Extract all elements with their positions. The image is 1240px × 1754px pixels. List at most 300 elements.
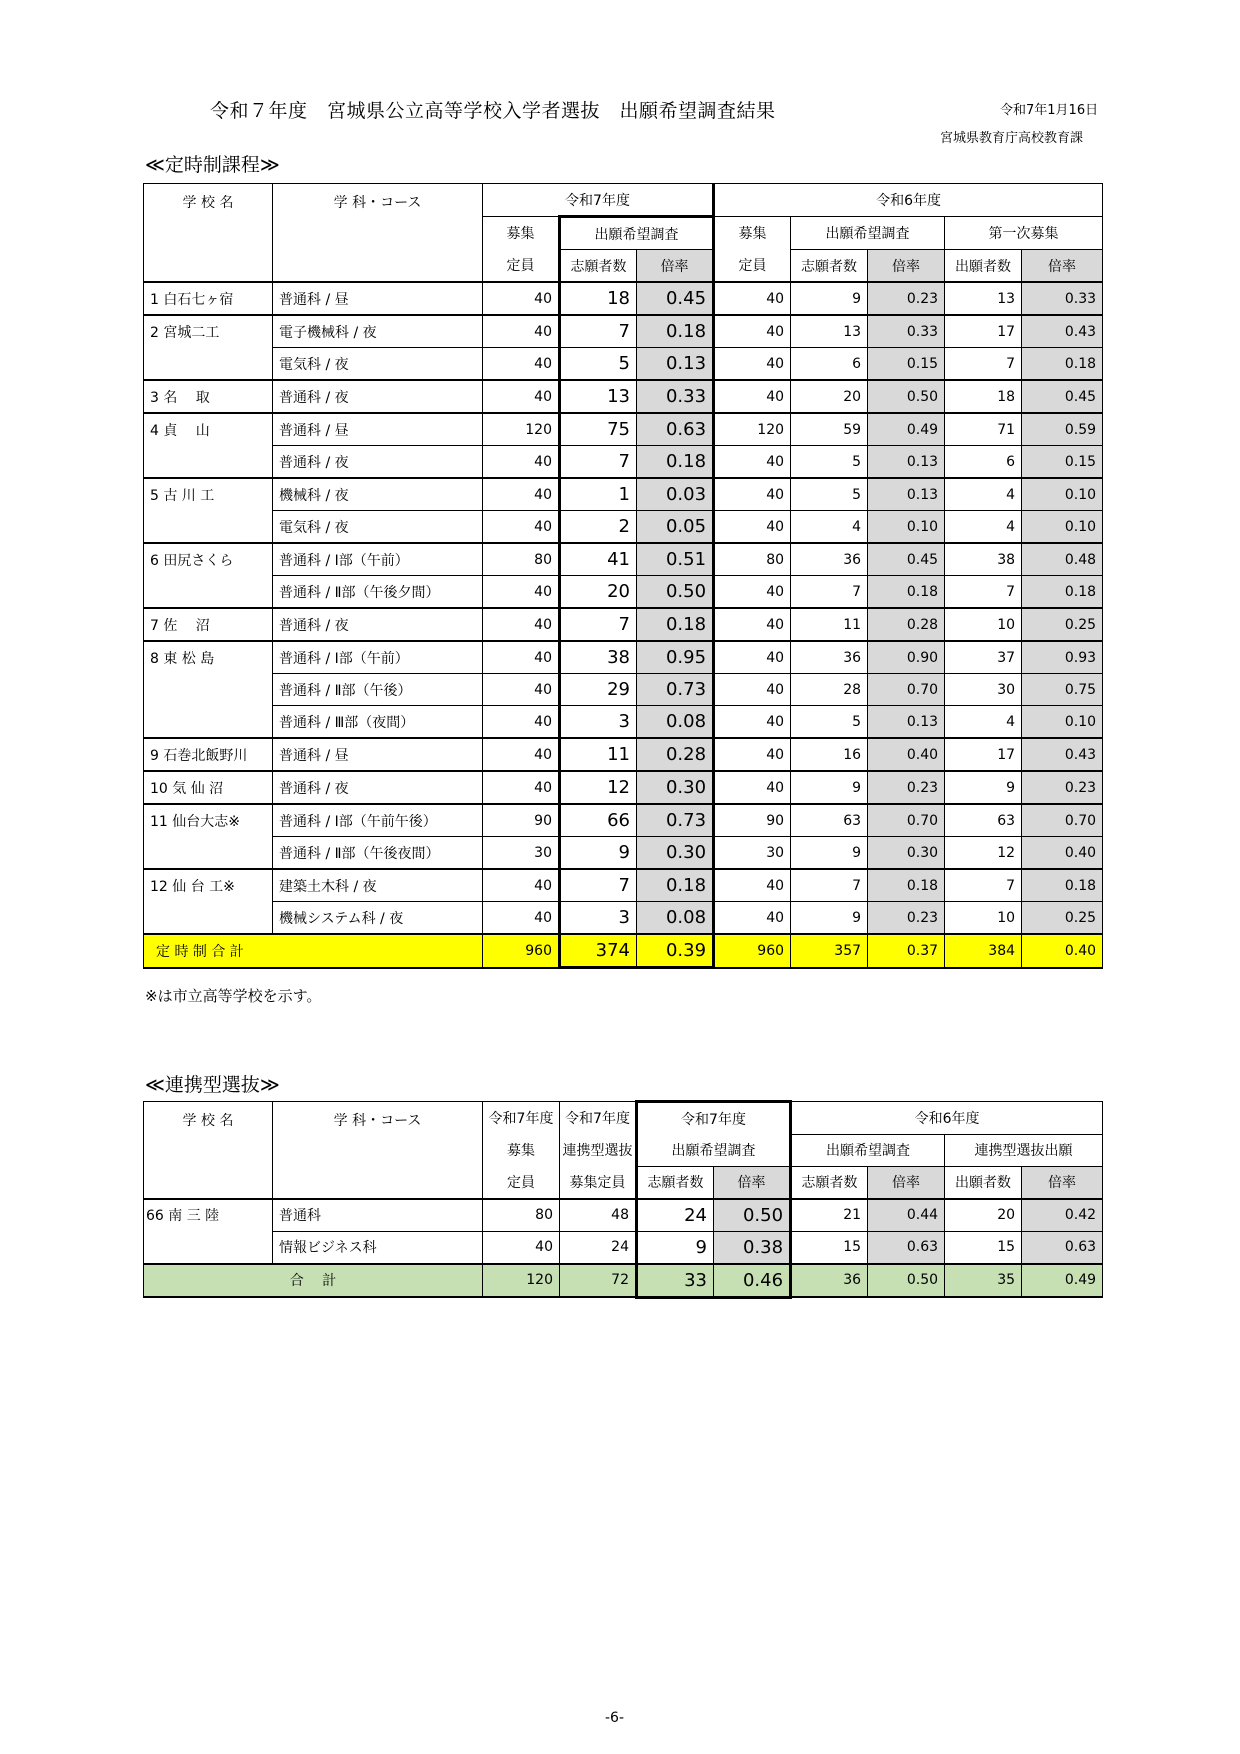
first-applicants: 9 bbox=[945, 771, 1022, 804]
applicants-r6: 6 bbox=[791, 348, 868, 381]
first-ratio: 0.40 bbox=[1022, 837, 1103, 870]
first-ratio: 0.25 bbox=[1022, 902, 1103, 935]
capacity-r6: 120 bbox=[714, 413, 791, 446]
first-ratio-header: 倍率 bbox=[1022, 250, 1103, 283]
capacity-r7: 40 bbox=[483, 315, 560, 348]
capacity-r7: 40 bbox=[483, 1231, 560, 1264]
applicants-r7: 11 bbox=[560, 738, 637, 771]
ratio-r6: 0.10 bbox=[868, 511, 945, 544]
ratio-r7: 0.30 bbox=[637, 771, 714, 804]
first-applicants: 18 bbox=[945, 380, 1022, 413]
r7-header: 令和7年度 bbox=[560, 1102, 637, 1135]
first-applicants-header: 出願者数 bbox=[945, 250, 1022, 283]
school-name: 2 宮城二工 bbox=[144, 315, 273, 348]
capacity-r6: 80 bbox=[714, 543, 791, 576]
first-applicants: 6 bbox=[945, 446, 1022, 479]
applicants-r7: 7 bbox=[560, 315, 637, 348]
renkei-applicants-r6: 15 bbox=[945, 1231, 1022, 1264]
course-name: 普通科 / 夜 bbox=[273, 608, 483, 641]
school-name: 4 貞 山 bbox=[144, 413, 273, 446]
ratio-r6: 0.63 bbox=[868, 1231, 945, 1264]
table-row bbox=[144, 837, 1103, 870]
first-applicants: 71 bbox=[945, 413, 1022, 446]
capacity-r6: 40 bbox=[714, 641, 791, 674]
capacity-r6: 40 bbox=[714, 576, 791, 609]
course-name: 普通科 / Ⅰ部（午前） bbox=[273, 641, 483, 674]
capacity-r7: 80 bbox=[483, 543, 560, 576]
first-ratio: 0.43 bbox=[1022, 738, 1103, 771]
school-name bbox=[144, 511, 273, 544]
table-row bbox=[144, 282, 1103, 315]
first-ratio: 0.10 bbox=[1022, 511, 1103, 544]
first-ratio: 0.10 bbox=[1022, 478, 1103, 511]
renkei-ratio-r6: 0.63 bbox=[1022, 1231, 1103, 1264]
course-name: 普通科 / Ⅲ部（夜間） bbox=[273, 706, 483, 739]
ratio-r6: 0.23 bbox=[868, 902, 945, 935]
renkei-apply-header: 連携型選抜出願 bbox=[945, 1134, 1103, 1166]
ratio-r6: 0.13 bbox=[868, 706, 945, 739]
first-header: 第一次募集 bbox=[945, 217, 1103, 250]
capacity-r7: 120 bbox=[483, 413, 560, 446]
first-ratio: 0.18 bbox=[1022, 348, 1103, 381]
ratio-r7: 0.63 bbox=[637, 413, 714, 446]
ratio-header-r6: 倍率 bbox=[868, 250, 945, 283]
first-ratio: 0.15 bbox=[1022, 446, 1103, 479]
total-row bbox=[144, 1264, 1103, 1298]
first-applicants: 63 bbox=[945, 804, 1022, 837]
table-row bbox=[144, 315, 1103, 348]
table-row bbox=[144, 804, 1103, 837]
first-applicants: 12 bbox=[945, 837, 1022, 870]
ratio-r7: 0.30 bbox=[637, 837, 714, 870]
ratio-r7: 0.08 bbox=[637, 706, 714, 739]
school-name: 9 石巻北飯野川 bbox=[144, 738, 273, 771]
course-name: 普通科 / 夜 bbox=[273, 446, 483, 479]
total-label: 定 時 制 合 計 bbox=[144, 934, 483, 968]
teiin-header: 定員 bbox=[483, 1166, 560, 1199]
course-name: 普通科 / Ⅰ部（午前午後） bbox=[273, 804, 483, 837]
first-ratio: 0.93 bbox=[1022, 641, 1103, 674]
renkei-applicants-header: 出願者数 bbox=[945, 1166, 1022, 1199]
total-applicants-r6: 357 bbox=[791, 934, 868, 968]
course-name: 普通科 / 昼 bbox=[273, 282, 483, 315]
course-header: 学 科・コース bbox=[273, 1102, 483, 1199]
total-applicants-r6: 36 bbox=[791, 1264, 868, 1298]
ratio-r6: 0.44 bbox=[868, 1199, 945, 1232]
capacity-r6: 40 bbox=[714, 282, 791, 315]
ratio-r7: 0.18 bbox=[637, 869, 714, 902]
table-row bbox=[144, 348, 1103, 381]
capacity-r7: 90 bbox=[483, 804, 560, 837]
table-row bbox=[144, 869, 1103, 902]
table-row bbox=[144, 641, 1103, 674]
capacity-r7: 40 bbox=[483, 641, 560, 674]
applicants-r6: 5 bbox=[791, 478, 868, 511]
school-name: 10 気 仙 沼 bbox=[144, 771, 273, 804]
applicants-r6: 9 bbox=[791, 282, 868, 315]
capacity-r7: 40 bbox=[483, 446, 560, 479]
ratio-r7: 0.03 bbox=[637, 478, 714, 511]
school-name bbox=[144, 348, 273, 381]
capacity-r7: 30 bbox=[483, 837, 560, 870]
survey-header: 出願希望調査 bbox=[560, 217, 714, 250]
applicants-header-r6: 志願者数 bbox=[791, 1166, 868, 1199]
ratio-r7: 0.73 bbox=[637, 674, 714, 706]
capacity-r7: 40 bbox=[483, 576, 560, 609]
total-capacity-r7: 120 bbox=[483, 1264, 560, 1298]
first-applicants: 7 bbox=[945, 348, 1022, 381]
r7-header: 令和7年度 bbox=[483, 1102, 560, 1135]
total-label: 合 計 bbox=[144, 1264, 483, 1298]
teiin-header: 定員 bbox=[483, 250, 560, 283]
applicants-r7: 7 bbox=[560, 869, 637, 902]
renkei-applicants-r6: 20 bbox=[945, 1199, 1022, 1232]
table-row bbox=[144, 902, 1103, 935]
boshu-header-r6: 募集 bbox=[714, 217, 791, 250]
applicants-r7: 66 bbox=[560, 804, 637, 837]
ratio-r7: 0.73 bbox=[637, 804, 714, 837]
total-ratio-r7: 0.46 bbox=[714, 1264, 791, 1298]
renkei-table bbox=[143, 1100, 1103, 1299]
total-first-applicants: 384 bbox=[945, 934, 1022, 968]
applicants-r6: 4 bbox=[791, 511, 868, 544]
first-ratio: 0.43 bbox=[1022, 315, 1103, 348]
total-ratio-r7: 0.39 bbox=[637, 934, 714, 968]
applicants-r7: 24 bbox=[637, 1199, 714, 1232]
capacity-r7: 40 bbox=[483, 380, 560, 413]
applicants-r7: 7 bbox=[560, 608, 637, 641]
ratio-r6: 0.50 bbox=[868, 380, 945, 413]
ratio-r6: 0.23 bbox=[868, 282, 945, 315]
total-first-ratio: 0.40 bbox=[1022, 934, 1103, 968]
capacity-r6: 30 bbox=[714, 837, 791, 870]
total-ratio-r6: 0.50 bbox=[868, 1264, 945, 1298]
applicants-r7: 9 bbox=[637, 1231, 714, 1264]
ratio-r6: 0.70 bbox=[868, 804, 945, 837]
first-applicants: 10 bbox=[945, 902, 1022, 935]
first-ratio: 0.75 bbox=[1022, 674, 1103, 706]
applicants-r6: 59 bbox=[791, 413, 868, 446]
first-applicants: 4 bbox=[945, 706, 1022, 739]
applicants-r7: 1 bbox=[560, 478, 637, 511]
capacity-r6: 40 bbox=[714, 446, 791, 479]
capacity-r7: 40 bbox=[483, 706, 560, 739]
renkei-label-header: 連携型選抜 bbox=[560, 1134, 637, 1166]
course-header: 学 科・コース bbox=[273, 184, 483, 283]
renkei-capacity-r7: 48 bbox=[560, 1199, 637, 1232]
school-name bbox=[144, 902, 273, 935]
school-name: 1 白石七ヶ宿 bbox=[144, 282, 273, 315]
applicants-r6: 9 bbox=[791, 771, 868, 804]
capacity-r7: 40 bbox=[483, 282, 560, 315]
first-ratio: 0.70 bbox=[1022, 804, 1103, 837]
first-applicants: 37 bbox=[945, 641, 1022, 674]
capacity-r6: 40 bbox=[714, 608, 791, 641]
first-ratio: 0.18 bbox=[1022, 869, 1103, 902]
renkei-ratio-r6: 0.42 bbox=[1022, 1199, 1103, 1232]
capacity-r6: 40 bbox=[714, 348, 791, 381]
ratio-r7: 0.28 bbox=[637, 738, 714, 771]
ratio-r6: 0.90 bbox=[868, 641, 945, 674]
course-name: 電気科 / 夜 bbox=[273, 348, 483, 381]
ratio-r7: 0.08 bbox=[637, 902, 714, 935]
applicants-r6: 9 bbox=[791, 837, 868, 870]
applicants-r6: 13 bbox=[791, 315, 868, 348]
renkei-capacity-r7: 24 bbox=[560, 1231, 637, 1264]
capacity-r6: 40 bbox=[714, 674, 791, 706]
ratio-r7: 0.51 bbox=[637, 543, 714, 576]
ratio-r7: 0.05 bbox=[637, 511, 714, 544]
capacity-r7: 40 bbox=[483, 608, 560, 641]
ratio-r6: 0.15 bbox=[868, 348, 945, 381]
applicants-r6: 36 bbox=[791, 543, 868, 576]
school-name bbox=[144, 446, 273, 479]
ratio-r6: 0.18 bbox=[868, 576, 945, 609]
ratio-r7: 0.13 bbox=[637, 348, 714, 381]
ratio-r7: 0.50 bbox=[714, 1199, 791, 1232]
course-name: 普通科 / Ⅰ部（午前） bbox=[273, 543, 483, 576]
table-row bbox=[144, 1231, 1103, 1264]
applicants-r7: 75 bbox=[560, 413, 637, 446]
applicants-r6: 7 bbox=[791, 576, 868, 609]
school-name: 7 佐 沼 bbox=[144, 608, 273, 641]
capacity-r7: 40 bbox=[483, 869, 560, 902]
first-applicants: 30 bbox=[945, 674, 1022, 706]
applicants-r6: 20 bbox=[791, 380, 868, 413]
first-ratio: 0.10 bbox=[1022, 706, 1103, 739]
capacity-r7: 40 bbox=[483, 478, 560, 511]
applicants-r6: 63 bbox=[791, 804, 868, 837]
table-row bbox=[144, 674, 1103, 706]
applicants-r6: 5 bbox=[791, 706, 868, 739]
r7-header: 令和7年度 bbox=[483, 184, 714, 217]
ratio-r7: 0.50 bbox=[637, 576, 714, 609]
course-name: 機械システム科 / 夜 bbox=[273, 902, 483, 935]
ratio-header-r6: 倍率 bbox=[868, 1166, 945, 1199]
table-row bbox=[144, 380, 1103, 413]
applicants-r7: 5 bbox=[560, 348, 637, 381]
first-ratio: 0.18 bbox=[1022, 576, 1103, 609]
applicants-r6: 16 bbox=[791, 738, 868, 771]
school-name bbox=[144, 706, 273, 739]
survey-header: 出願希望調査 bbox=[637, 1134, 791, 1166]
total-ratio-r6: 0.37 bbox=[868, 934, 945, 968]
table-row bbox=[144, 738, 1103, 771]
capacity-r6: 40 bbox=[714, 706, 791, 739]
school-name bbox=[144, 1231, 273, 1264]
ratio-r7: 0.38 bbox=[714, 1231, 791, 1264]
school-name: 11 仙台大志※ bbox=[144, 804, 273, 837]
capacity-r6: 40 bbox=[714, 869, 791, 902]
school-name bbox=[144, 837, 273, 870]
renkei-section-title: ≪連携型選抜≫ bbox=[145, 1074, 280, 1096]
ratio-r7: 0.18 bbox=[637, 315, 714, 348]
boshu-header: 募集 bbox=[483, 217, 560, 250]
table-row bbox=[144, 413, 1103, 446]
r7-survey-year: 令和7年度 bbox=[637, 1102, 791, 1135]
first-applicants: 4 bbox=[945, 511, 1022, 544]
r6-header: 令和6年度 bbox=[791, 1102, 1103, 1135]
ratio-r6: 0.23 bbox=[868, 771, 945, 804]
page-number: -6- bbox=[605, 1710, 625, 1726]
capacity-r6: 90 bbox=[714, 804, 791, 837]
survey-header-r6: 出願希望調査 bbox=[791, 217, 945, 250]
first-applicants: 4 bbox=[945, 478, 1022, 511]
applicants-r7: 9 bbox=[560, 837, 637, 870]
ratio-r6: 0.33 bbox=[868, 315, 945, 348]
page-title: 令和７年度 宮城県公立高等学校入学者選抜 出願希望調査結果 bbox=[210, 100, 776, 122]
boshu-header: 募集 bbox=[483, 1134, 560, 1166]
total-renkei-applicants-r6: 35 bbox=[945, 1264, 1022, 1298]
first-applicants: 7 bbox=[945, 869, 1022, 902]
course-name: 普通科 / Ⅱ部（午後夕間） bbox=[273, 576, 483, 609]
total-row bbox=[144, 934, 1103, 968]
ratio-r6: 0.40 bbox=[868, 738, 945, 771]
capacity-r6: 40 bbox=[714, 380, 791, 413]
applicants-r6: 21 bbox=[791, 1199, 868, 1232]
first-ratio: 0.23 bbox=[1022, 771, 1103, 804]
school-name: 5 古 川 工 bbox=[144, 478, 273, 511]
course-name: 普通科 / Ⅱ部（午後夜間） bbox=[273, 837, 483, 870]
applicants-r7: 7 bbox=[560, 446, 637, 479]
ratio-r6: 0.13 bbox=[868, 446, 945, 479]
table-row bbox=[144, 608, 1103, 641]
applicants-r7: 20 bbox=[560, 576, 637, 609]
applicants-header-r6: 志願者数 bbox=[791, 250, 868, 283]
school-header: 学 校 名 bbox=[144, 1102, 273, 1199]
teiin-header-r6: 定員 bbox=[714, 250, 791, 283]
table-row bbox=[144, 511, 1103, 544]
ratio-r6: 0.30 bbox=[868, 837, 945, 870]
total-renkei-ratio-r6: 0.49 bbox=[1022, 1264, 1103, 1298]
applicants-r6: 28 bbox=[791, 674, 868, 706]
course-name: 普通科 / Ⅱ部（午後） bbox=[273, 674, 483, 706]
table-row bbox=[144, 706, 1103, 739]
capacity-r6: 40 bbox=[714, 902, 791, 935]
ratio-header: 倍率 bbox=[714, 1166, 791, 1199]
applicants-r6: 7 bbox=[791, 869, 868, 902]
capacity-r7: 40 bbox=[483, 902, 560, 935]
course-name: 電気科 / 夜 bbox=[273, 511, 483, 544]
total-applicants-r7: 33 bbox=[637, 1264, 714, 1298]
ratio-r7: 0.45 bbox=[637, 282, 714, 315]
course-name: 普通科 / 昼 bbox=[273, 738, 483, 771]
first-applicants: 38 bbox=[945, 543, 1022, 576]
table-row bbox=[144, 543, 1103, 576]
ratio-r6: 0.28 bbox=[868, 608, 945, 641]
applicants-r7: 3 bbox=[560, 902, 637, 935]
first-applicants: 17 bbox=[945, 315, 1022, 348]
capacity-r7: 80 bbox=[483, 1199, 560, 1232]
table-row bbox=[144, 1199, 1103, 1232]
applicants-r7: 29 bbox=[560, 674, 637, 706]
ratio-r7: 0.18 bbox=[637, 608, 714, 641]
ratio-r6: 0.49 bbox=[868, 413, 945, 446]
ratio-r6: 0.13 bbox=[868, 478, 945, 511]
school-name: 3 名 取 bbox=[144, 380, 273, 413]
school-name: 12 仙 台 工※ bbox=[144, 869, 273, 902]
first-ratio: 0.48 bbox=[1022, 543, 1103, 576]
applicants-r6: 5 bbox=[791, 446, 868, 479]
applicants-r7: 18 bbox=[560, 282, 637, 315]
r6-header: 令和6年度 bbox=[714, 184, 1103, 217]
first-applicants: 13 bbox=[945, 282, 1022, 315]
capacity-r7: 40 bbox=[483, 771, 560, 804]
ratio-r6: 0.18 bbox=[868, 869, 945, 902]
school-header: 学 校 名 bbox=[144, 184, 273, 283]
first-ratio: 0.25 bbox=[1022, 608, 1103, 641]
total-capacity-r7: 960 bbox=[483, 934, 560, 968]
total-applicants-r7: 374 bbox=[560, 934, 637, 968]
total-renkei-capacity-r7: 72 bbox=[560, 1264, 637, 1298]
first-applicants: 7 bbox=[945, 576, 1022, 609]
applicants-r7: 3 bbox=[560, 706, 637, 739]
capacity-r6: 40 bbox=[714, 511, 791, 544]
course-name: 機械科 / 夜 bbox=[273, 478, 483, 511]
issue-date: 令和7年1月16日 bbox=[1000, 103, 1099, 118]
capacity-r7: 40 bbox=[483, 674, 560, 706]
teiji-section-title: ≪定時制課程≫ bbox=[145, 154, 280, 176]
school-name: 66 南 三 陸 bbox=[144, 1199, 273, 1232]
applicants-r7: 38 bbox=[560, 641, 637, 674]
first-ratio: 0.59 bbox=[1022, 413, 1103, 446]
teiji-table bbox=[143, 183, 1103, 969]
first-ratio: 0.45 bbox=[1022, 380, 1103, 413]
school-name: 6 田尻さくら bbox=[144, 543, 273, 576]
footnote: ※は市立高等学校を示す。 bbox=[145, 987, 322, 1005]
renkei-teiin-header: 募集定員 bbox=[560, 1166, 637, 1199]
applicants-r7: 2 bbox=[560, 511, 637, 544]
renkei-ratio-header: 倍率 bbox=[1022, 1166, 1103, 1199]
capacity-r7: 40 bbox=[483, 348, 560, 381]
course-name: 情報ビジネス科 bbox=[273, 1231, 483, 1264]
capacity-r6: 40 bbox=[714, 315, 791, 348]
course-name: 建築土木科 / 夜 bbox=[273, 869, 483, 902]
department: 宮城県教育庁高校教育課 bbox=[940, 131, 1084, 146]
applicants-r6: 9 bbox=[791, 902, 868, 935]
course-name: 普通科 / 昼 bbox=[273, 413, 483, 446]
ratio-r6: 0.45 bbox=[868, 543, 945, 576]
ratio-r7: 0.18 bbox=[637, 446, 714, 479]
total-capacity-r6: 960 bbox=[714, 934, 791, 968]
course-name: 普通科 / 夜 bbox=[273, 380, 483, 413]
applicants-r6: 36 bbox=[791, 641, 868, 674]
survey-header-r6: 出願希望調査 bbox=[791, 1134, 945, 1166]
capacity-r7: 40 bbox=[483, 511, 560, 544]
table-row bbox=[144, 478, 1103, 511]
applicants-r7: 12 bbox=[560, 771, 637, 804]
school-name bbox=[144, 576, 273, 609]
ratio-r7: 0.33 bbox=[637, 380, 714, 413]
applicants-header: 志願者数 bbox=[637, 1166, 714, 1199]
ratio-r7: 0.95 bbox=[637, 641, 714, 674]
first-applicants: 10 bbox=[945, 608, 1022, 641]
capacity-r6: 40 bbox=[714, 478, 791, 511]
table-row bbox=[144, 446, 1103, 479]
school-name: 8 東 松 島 bbox=[144, 641, 273, 674]
applicants-header: 志願者数 bbox=[560, 250, 637, 283]
applicants-r6: 11 bbox=[791, 608, 868, 641]
course-name: 普通科 bbox=[273, 1199, 483, 1232]
applicants-r7: 41 bbox=[560, 543, 637, 576]
capacity-r7: 40 bbox=[483, 738, 560, 771]
course-name: 普通科 / 夜 bbox=[273, 771, 483, 804]
first-ratio: 0.33 bbox=[1022, 282, 1103, 315]
capacity-r6: 40 bbox=[714, 738, 791, 771]
ratio-header: 倍率 bbox=[637, 250, 714, 283]
course-name: 電子機械科 / 夜 bbox=[273, 315, 483, 348]
first-applicants: 17 bbox=[945, 738, 1022, 771]
